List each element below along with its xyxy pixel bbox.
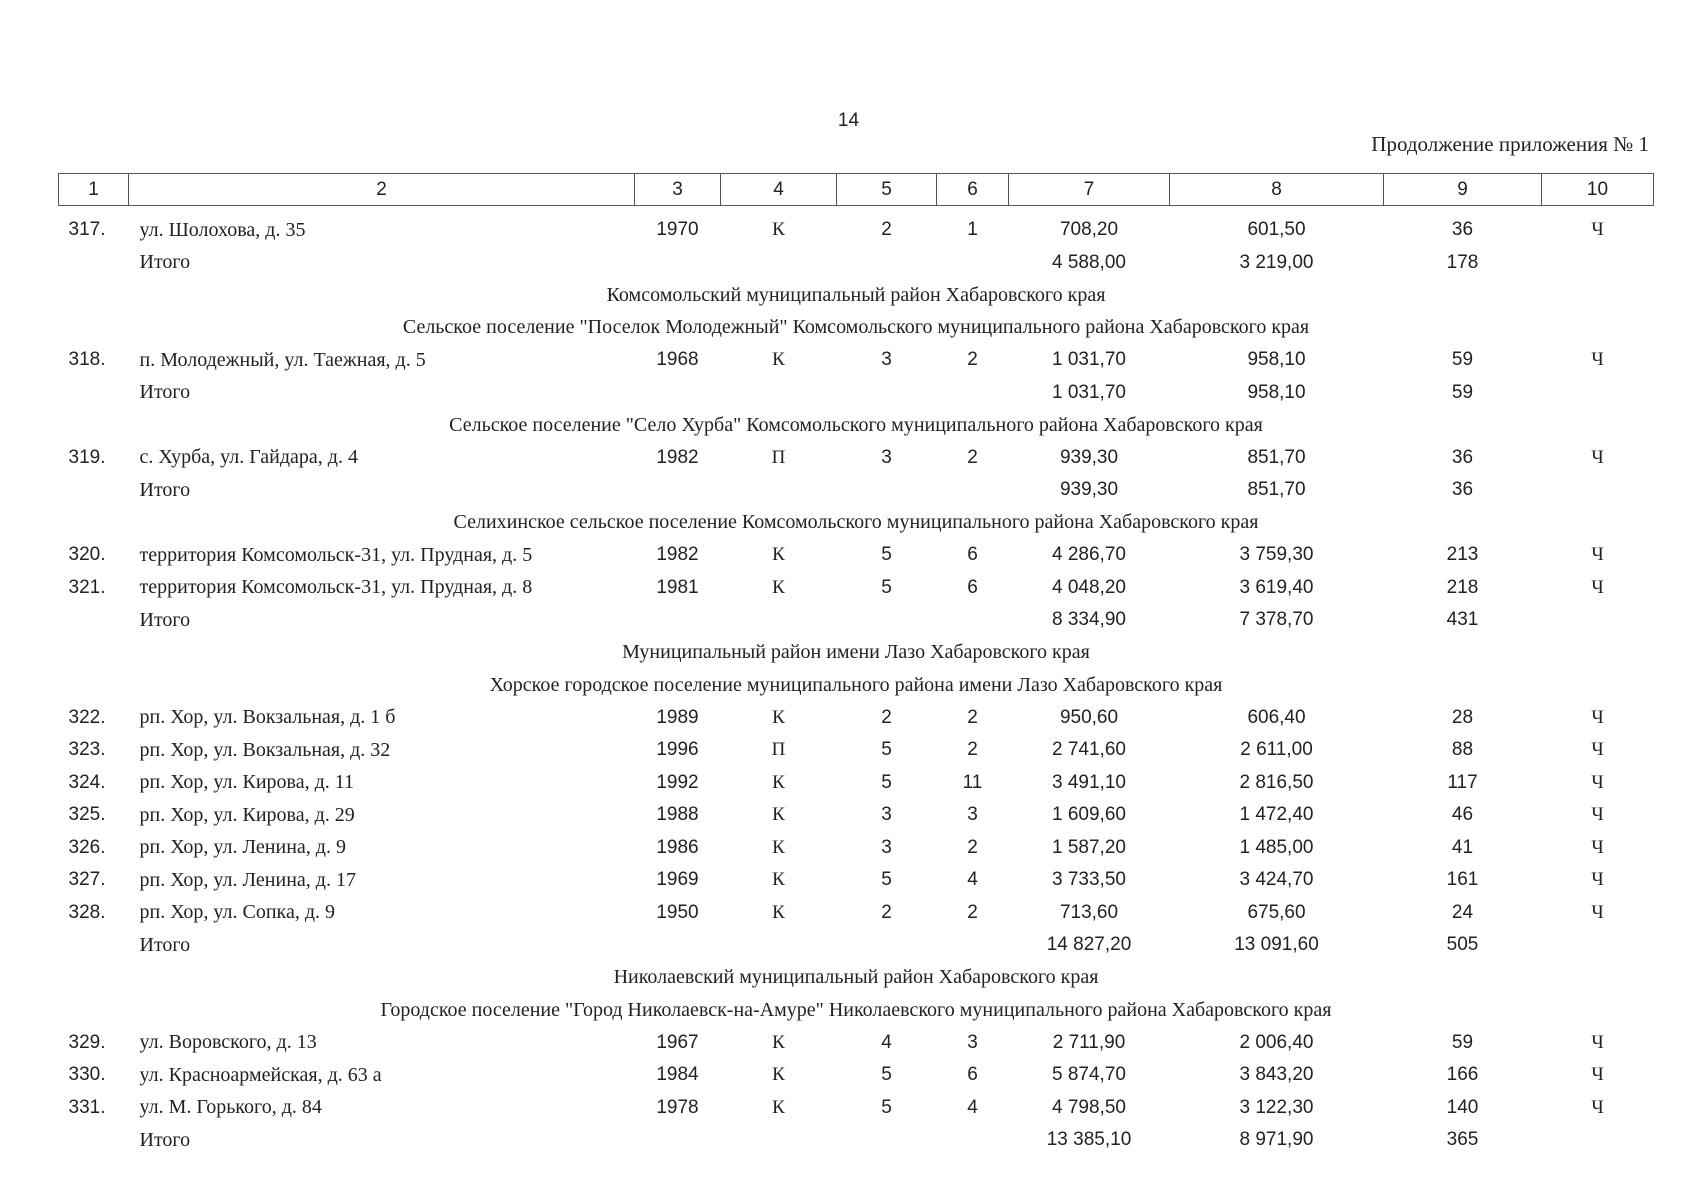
column-header-4: 4 xyxy=(721,174,837,206)
empty-cell xyxy=(937,247,1009,280)
total-row xyxy=(59,377,1654,410)
table-row xyxy=(59,214,1654,247)
residents: 24 xyxy=(1451,901,1474,923)
address: территория Комсомольск-31, ул. Прудная, д. 8 xyxy=(139,576,533,599)
ownership: Ч xyxy=(1591,739,1604,761)
table-row xyxy=(59,1027,1654,1060)
empty-cell xyxy=(59,247,129,280)
floors: 3 xyxy=(881,804,892,826)
wall-material: К xyxy=(772,804,785,826)
section-heading-row xyxy=(59,279,1654,312)
empty-cell xyxy=(1542,929,1654,962)
year-built: 1970 xyxy=(656,219,699,241)
entrances: 2 xyxy=(967,836,978,858)
table-row xyxy=(59,572,1654,605)
residents: 46 xyxy=(1451,804,1474,826)
living-area: 606,40 xyxy=(1247,706,1306,728)
empty-cell xyxy=(721,377,837,410)
section-heading: Селихинское сельское поселение Комсомольского муниципального района Хабаровского края xyxy=(453,511,1259,534)
column-header-10: 10 xyxy=(1542,174,1654,206)
section-heading: Сельское поселение "Поселок Молодежный" Комсомольского муниципального района Хабаровского края xyxy=(402,316,1310,339)
empty-cell xyxy=(837,929,937,962)
empty-cell xyxy=(721,247,837,280)
empty-cell xyxy=(1542,1124,1654,1157)
living-area: 7 378,70 xyxy=(1239,609,1314,631)
section-heading: Сельское поселение "Село Хурба" Комсомольского муниципального района Хабаровского края xyxy=(449,413,1263,436)
entrances: 11 xyxy=(962,771,983,793)
residents: 140 xyxy=(1446,1096,1479,1118)
column-header-5: 5 xyxy=(837,174,937,206)
empty-cell xyxy=(1542,474,1654,507)
entrances: 4 xyxy=(967,869,978,891)
column-header-8: 8 xyxy=(1170,174,1384,206)
empty-cell xyxy=(937,474,1009,507)
living-area: 851,70 xyxy=(1247,446,1306,468)
residents: 218 xyxy=(1446,576,1479,598)
entrances: 2 xyxy=(967,739,978,761)
floors: 3 xyxy=(881,349,892,371)
residents: 213 xyxy=(1446,544,1479,566)
total-area: 708,20 xyxy=(1059,219,1119,241)
entrances: 6 xyxy=(967,576,978,598)
floors: 5 xyxy=(881,544,892,566)
living-area: 2 816,50 xyxy=(1239,771,1314,793)
living-area: 1 472,40 xyxy=(1239,804,1314,826)
empty-cell xyxy=(937,604,1009,637)
year-built: 1986 xyxy=(656,836,699,858)
wall-material: К xyxy=(772,219,785,241)
total-label: Итого xyxy=(139,251,191,274)
residents: 36 xyxy=(1451,446,1474,468)
section-heading-row xyxy=(59,507,1654,540)
year-built: 1984 xyxy=(656,1064,699,1086)
year-built: 1950 xyxy=(656,901,699,923)
total-area: 713,60 xyxy=(1059,901,1119,923)
living-area: 958,10 xyxy=(1247,381,1306,403)
entrances: 4 xyxy=(967,1096,978,1118)
address: рп. Хор, ул. Вокзальная, д. 32 xyxy=(139,738,391,761)
wall-material: П xyxy=(771,446,786,468)
table-row xyxy=(59,832,1654,865)
empty-cell xyxy=(635,604,721,637)
empty-cell xyxy=(937,1124,1009,1157)
total-label: Итого xyxy=(139,1128,191,1151)
year-built: 1968 xyxy=(656,349,699,371)
column-header-2: 2 xyxy=(129,174,635,206)
total-row xyxy=(59,929,1654,962)
row-number: 322. xyxy=(68,706,106,728)
address: рп. Хор, ул. Ленина, д. 9 xyxy=(139,836,346,859)
residents: 59 xyxy=(1451,349,1474,371)
ownership: Ч xyxy=(1591,544,1604,566)
row-number: 325. xyxy=(68,804,106,826)
living-area: 958,10 xyxy=(1247,349,1306,371)
total-area: 950,60 xyxy=(1059,706,1119,728)
total-area: 14 827,20 xyxy=(1046,934,1132,956)
ownership: Ч xyxy=(1591,901,1604,923)
year-built: 1969 xyxy=(656,869,699,891)
section-heading: Городское поселение "Город Николаевск-на-Амуре" Николаевского муниципального района Хабаровского края xyxy=(380,998,1332,1021)
row-number: 331. xyxy=(68,1096,106,1118)
floors: 5 xyxy=(881,771,892,793)
year-built: 1996 xyxy=(656,739,699,761)
total-row xyxy=(59,247,1654,280)
residents: 365 xyxy=(1446,1129,1479,1151)
row-number: 320. xyxy=(68,544,106,566)
living-area: 3 759,30 xyxy=(1239,544,1314,566)
year-built: 1989 xyxy=(656,706,699,728)
total-area: 13 385,10 xyxy=(1046,1129,1132,1151)
year-built: 1988 xyxy=(656,804,699,826)
ownership: Ч xyxy=(1591,804,1604,826)
living-area: 3 424,70 xyxy=(1239,869,1314,891)
ownership: Ч xyxy=(1591,869,1604,891)
floors: 5 xyxy=(881,1064,892,1086)
living-area: 3 843,20 xyxy=(1239,1064,1314,1086)
section-heading: Николаевский муниципальный район Хабаровского края xyxy=(613,966,1099,989)
spacer-cell xyxy=(59,206,1654,215)
entrances: 3 xyxy=(967,804,978,826)
empty-cell xyxy=(721,929,837,962)
empty-cell xyxy=(635,377,721,410)
column-header-9: 9 xyxy=(1384,174,1542,206)
year-built: 1981 xyxy=(656,576,699,598)
residents: 505 xyxy=(1446,934,1479,956)
entrances: 6 xyxy=(967,1064,978,1086)
total-area: 4 048,20 xyxy=(1052,576,1126,598)
total-row xyxy=(59,474,1654,507)
year-built: 1967 xyxy=(656,1031,699,1053)
total-label: Итого xyxy=(139,608,191,631)
total-area: 939,30 xyxy=(1059,479,1119,501)
empty-cell xyxy=(635,1124,721,1157)
section-heading-row xyxy=(59,669,1654,702)
empty-cell xyxy=(59,377,129,410)
spacer-row xyxy=(59,206,1654,215)
year-built: 1978 xyxy=(656,1096,699,1118)
floors: 3 xyxy=(881,446,892,468)
address: ул. Шолохова, д. 35 xyxy=(139,218,306,241)
ownership: Ч xyxy=(1591,1031,1604,1053)
wall-material: К xyxy=(772,836,785,858)
row-number: 321. xyxy=(68,576,106,598)
total-area: 1 609,60 xyxy=(1052,804,1126,826)
residents: 36 xyxy=(1451,479,1474,501)
table-row xyxy=(59,1059,1654,1092)
table-row xyxy=(59,897,1654,930)
appendix-title: Продолжение приложения № 1 xyxy=(1371,132,1649,156)
wall-material: К xyxy=(772,544,785,566)
entrances: 1 xyxy=(967,219,978,241)
row-number: 330. xyxy=(68,1064,106,1086)
living-area: 3 619,40 xyxy=(1239,576,1314,598)
row-number: 327. xyxy=(68,869,106,891)
empty-cell xyxy=(721,1124,837,1157)
address: рп. Хор, ул. Сопка, д. 9 xyxy=(139,901,335,924)
total-area: 4 798,50 xyxy=(1052,1096,1126,1118)
wall-material: К xyxy=(772,1064,785,1086)
living-area: 601,50 xyxy=(1247,219,1306,241)
section-heading: Комсомольский муниципальный район Хабаровского края xyxy=(606,283,1106,306)
total-area: 3 491,10 xyxy=(1052,771,1126,793)
address: ул. Воровского, д. 13 xyxy=(139,1031,317,1054)
wall-material: К xyxy=(772,706,785,728)
column-header-1: 1 xyxy=(59,174,129,206)
total-area: 4 588,00 xyxy=(1052,251,1126,273)
section-heading: Муниципальный район имени Лазо Хабаровского края xyxy=(622,641,1090,664)
table-row xyxy=(59,864,1654,897)
living-area: 1 485,00 xyxy=(1239,836,1314,858)
table-row xyxy=(59,767,1654,800)
year-built: 1982 xyxy=(656,446,699,468)
empty-cell xyxy=(59,929,129,962)
year-built: 1992 xyxy=(656,771,699,793)
section-heading-row xyxy=(59,409,1654,442)
section-heading-row xyxy=(59,312,1654,345)
table-row xyxy=(59,734,1654,767)
residents: 178 xyxy=(1446,251,1479,273)
section-heading-row xyxy=(59,994,1654,1027)
living-area: 3 122,30 xyxy=(1239,1096,1314,1118)
residents: 36 xyxy=(1451,219,1474,241)
ownership: Ч xyxy=(1591,219,1604,241)
entrances: 2 xyxy=(967,446,978,468)
residents: 41 xyxy=(1451,836,1474,858)
section-heading: Хорское городское поселение муниципального района имени Лазо Хабаровского края xyxy=(489,673,1223,696)
row-number: 328. xyxy=(68,901,106,923)
wall-material: К xyxy=(772,869,785,891)
row-number: 329. xyxy=(68,1031,106,1053)
empty-cell xyxy=(635,474,721,507)
table-header xyxy=(59,174,1654,206)
floors: 2 xyxy=(881,901,892,923)
wall-material: К xyxy=(772,1096,785,1118)
living-area: 13 091,60 xyxy=(1234,934,1319,956)
empty-cell xyxy=(1542,247,1654,280)
floors: 3 xyxy=(881,836,892,858)
empty-cell xyxy=(937,377,1009,410)
empty-cell xyxy=(635,247,721,280)
address: рп. Хор, ул. Кирова, д. 11 xyxy=(139,771,355,794)
ownership: Ч xyxy=(1591,1096,1604,1118)
living-area: 675,60 xyxy=(1247,901,1306,923)
total-area: 1 031,70 xyxy=(1052,349,1126,371)
entrances: 2 xyxy=(967,706,978,728)
residents: 59 xyxy=(1451,1031,1474,1053)
column-header-7: 7 xyxy=(1009,174,1170,206)
living-area: 2 611,00 xyxy=(1240,739,1313,761)
empty-cell xyxy=(837,1124,937,1157)
empty-cell xyxy=(1542,377,1654,410)
wall-material: П xyxy=(771,739,786,761)
entrances: 3 xyxy=(967,1031,978,1053)
address: п. Молодежный, ул. Таежная, д. 5 xyxy=(139,348,426,371)
empty-cell xyxy=(837,474,937,507)
section-heading-row xyxy=(59,637,1654,670)
residents: 431 xyxy=(1446,609,1479,631)
address: ул. Красноармейская, д. 63 а xyxy=(139,1063,382,1086)
column-header-3: 3 xyxy=(635,174,721,206)
ownership: Ч xyxy=(1591,771,1604,793)
floors: 2 xyxy=(881,219,892,241)
wall-material: К xyxy=(772,771,785,793)
total-area: 1 587,20 xyxy=(1052,836,1126,858)
column-header-6: 6 xyxy=(937,174,1009,206)
entrances: 6 xyxy=(967,544,978,566)
living-area: 8 971,90 xyxy=(1239,1129,1314,1151)
floors: 4 xyxy=(881,1031,892,1053)
row-number: 319. xyxy=(68,446,106,468)
table-row xyxy=(59,442,1654,475)
empty-cell xyxy=(937,929,1009,962)
empty-cell xyxy=(721,604,837,637)
row-number: 323. xyxy=(68,739,106,761)
total-label: Итого xyxy=(139,478,191,501)
year-built: 1982 xyxy=(656,544,699,566)
ownership: Ч xyxy=(1591,1064,1604,1086)
address: рп. Хор, ул. Ленина, д. 17 xyxy=(139,868,356,891)
empty-cell xyxy=(837,604,937,637)
residents: 166 xyxy=(1446,1064,1479,1086)
residents: 117 xyxy=(1447,771,1478,793)
row-number: 324. xyxy=(68,771,106,793)
section-heading-row xyxy=(59,962,1654,995)
empty-cell xyxy=(59,1124,129,1157)
ownership: Ч xyxy=(1591,836,1604,858)
address: территория Комсомольск-31, ул. Прудная, д. 5 xyxy=(139,543,533,566)
total-area: 2 741,60 xyxy=(1052,739,1126,761)
total-area: 1 031,70 xyxy=(1052,381,1126,403)
address: рп. Хор, ул. Кирова, д. 29 xyxy=(139,803,355,826)
living-area: 2 006,40 xyxy=(1239,1031,1314,1053)
empty-cell xyxy=(635,929,721,962)
ownership: Ч xyxy=(1591,349,1604,371)
total-row xyxy=(59,1124,1654,1157)
table-body xyxy=(59,206,1654,1157)
row-number: 317. xyxy=(68,219,106,241)
ownership: Ч xyxy=(1591,446,1604,468)
table-row xyxy=(59,539,1654,572)
wall-material: К xyxy=(772,1031,785,1053)
total-area: 2 711,90 xyxy=(1052,1031,1126,1053)
empty-cell xyxy=(837,247,937,280)
wall-material: К xyxy=(772,576,785,598)
address: с. Хурба, ул. Гайдара, д. 4 xyxy=(139,446,358,469)
header-row xyxy=(59,174,1654,206)
entrances: 2 xyxy=(967,901,978,923)
total-area: 8 334,90 xyxy=(1052,609,1126,631)
empty-cell xyxy=(837,377,937,410)
living-area: 851,70 xyxy=(1247,479,1306,501)
total-area: 4 286,70 xyxy=(1052,544,1126,566)
residents: 28 xyxy=(1451,706,1474,728)
total-area: 3 733,50 xyxy=(1052,869,1126,891)
empty-cell xyxy=(59,474,129,507)
floors: 5 xyxy=(881,739,892,761)
entrances: 2 xyxy=(967,349,978,371)
table-row xyxy=(59,344,1654,377)
address: ул. М. Горького, д. 84 xyxy=(139,1096,322,1119)
total-row xyxy=(59,604,1654,637)
table-row xyxy=(59,799,1654,832)
total-label: Итого xyxy=(139,381,191,404)
ownership: Ч xyxy=(1591,576,1604,598)
wall-material: К xyxy=(772,349,785,371)
floors: 2 xyxy=(881,706,892,728)
wall-material: К xyxy=(772,901,785,923)
floors: 5 xyxy=(881,576,892,598)
total-label: Итого xyxy=(139,933,191,956)
empty-cell xyxy=(59,604,129,637)
address: рп. Хор, ул. Вокзальная, д. 1 б xyxy=(139,706,396,729)
empty-cell xyxy=(721,474,837,507)
residents: 161 xyxy=(1446,869,1479,891)
total-area: 5 874,70 xyxy=(1052,1064,1126,1086)
floors: 5 xyxy=(881,1096,892,1118)
residents: 59 xyxy=(1451,381,1474,403)
row-number: 318. xyxy=(68,349,106,371)
housing-table xyxy=(58,173,1654,1157)
empty-cell xyxy=(1542,604,1654,637)
row-number: 326. xyxy=(68,836,106,858)
ownership: Ч xyxy=(1591,706,1604,728)
residents: 88 xyxy=(1451,739,1474,761)
total-area: 939,30 xyxy=(1059,446,1119,468)
floors: 5 xyxy=(881,869,892,891)
table-row xyxy=(59,702,1654,735)
table-row xyxy=(59,1092,1654,1125)
living-area: 3 219,00 xyxy=(1239,251,1314,273)
page-number: 14 xyxy=(837,110,860,131)
